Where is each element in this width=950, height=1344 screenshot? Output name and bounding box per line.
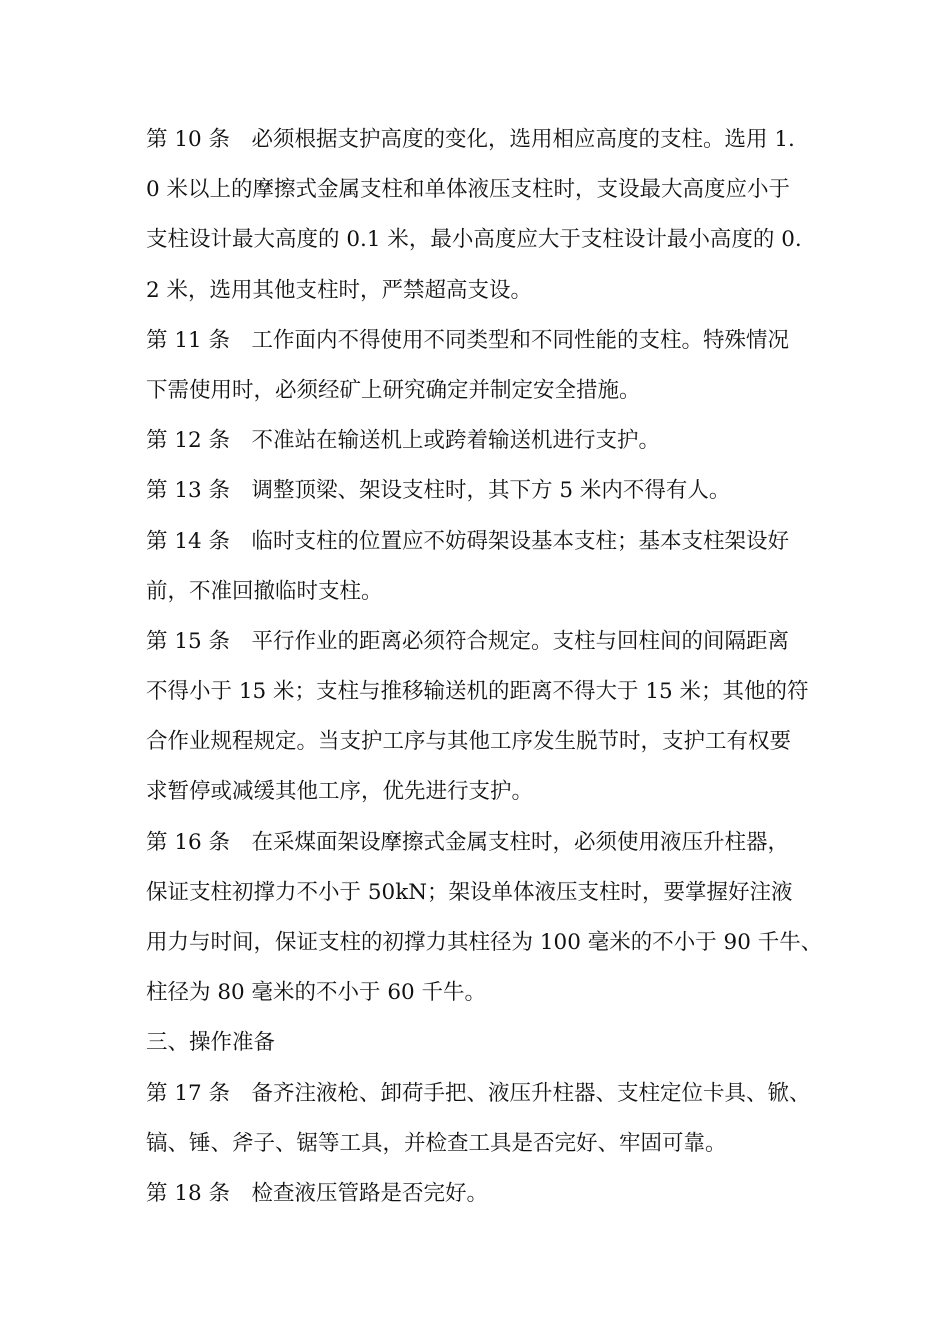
text-line: 0 米以上的摩擦式金属支柱和单体液压支柱时，支设最大高度应小于 [146, 177, 791, 203]
text-line: 合作业规程规定。当支护工序与其他工序发生脱节时，支护工有权要 [146, 729, 792, 755]
text-line: 第 13 条 调整顶梁、架设支柱时，其下方 5 米内不得有人。 [146, 478, 731, 504]
text-line: 第 12 条 不准站在输送机上或跨着输送机进行支护。 [146, 428, 661, 454]
text-line: 下需使用时，必须经矿上研究确定并制定安全措施。 [146, 377, 641, 403]
text-line: 保证支柱初撑力不小于 50kN；架设单体液压支柱时，要掌握好注液 [146, 879, 793, 905]
text-line: 支柱设计最大高度的 0.1 米，最小高度应大于支柱设计最小高度的 0. [146, 227, 802, 253]
text-line: 第 14 条 临时支柱的位置应不妨碍架设基本支柱；基本支柱架设好 [146, 528, 790, 554]
text-line: 前，不准回撤临时支柱。 [146, 578, 383, 604]
text-line: 柱径为 80 毫米的不小于 60 千牛。 [146, 980, 487, 1006]
text-line: 2 米，选用其他支柱时，严禁超高支设。 [146, 277, 533, 303]
text-line: 第 15 条 平行作业的距离必须符合规定。支柱与回柱间的间隔距离 [146, 628, 790, 654]
text-line: 第 18 条 检查液压管路是否完好。 [146, 1180, 489, 1206]
text-line: 用力与时间，保证支柱的初撑力其柱径为 100 毫米的不小于 90 千牛、 [146, 930, 823, 955]
text-line: 求暂停或减缓其他工序，优先进行支护。 [146, 779, 534, 805]
text-line: 第 10 条 必须根据支护高度的变化，选用相应高度的支柱。选用 1. [146, 127, 795, 152]
document-body [146, 115, 823, 1219]
text-line: 第 17 条 备齐注液枪、卸荷手把、液压升柱器、支柱定位卡具、锨、 [146, 1080, 811, 1106]
text-line: 第 16 条 在采煤面架设摩擦式金属支柱时，必须使用液压升柱器， [146, 829, 790, 855]
section-heading: 三、操作准备 [146, 1030, 276, 1056]
text-line: 不得小于 15 米；支柱与推移输送机的距离不得大于 15 米；其他的符 [146, 679, 809, 705]
text-line: 第 11 条 工作面内不得使用不同类型和不同性能的支柱。特殊情况 [146, 327, 790, 353]
text-line: 镐、锤、斧子、锯等工具，并检查工具是否完好、牢固可靠。 [146, 1130, 727, 1156]
